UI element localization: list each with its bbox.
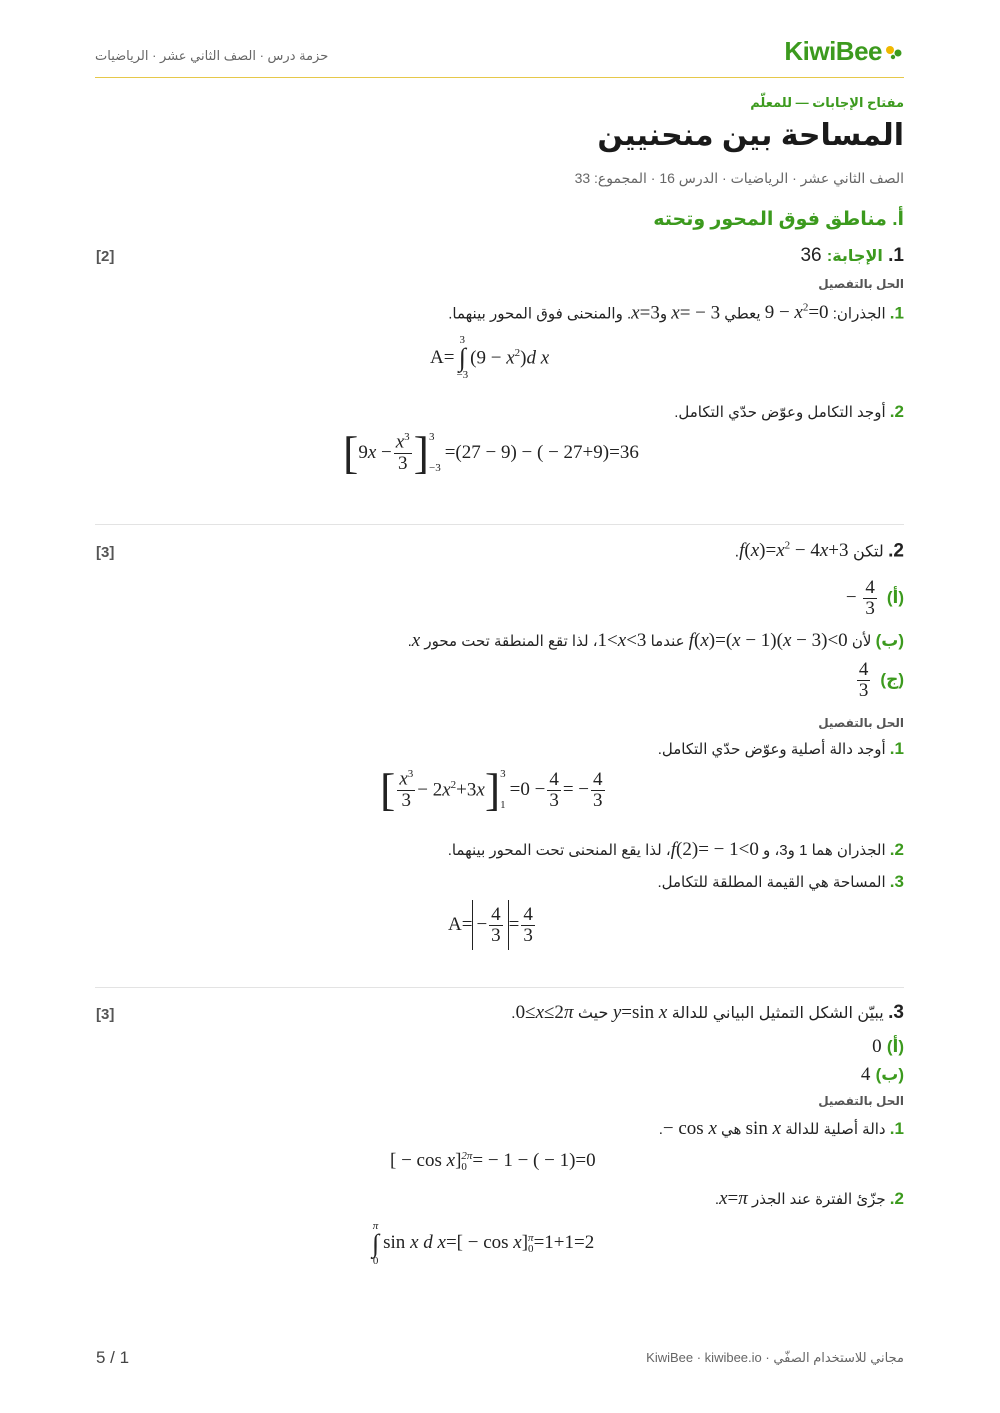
q3-step1-text-b: هي bbox=[721, 1121, 742, 1138]
q3-function: y=sin x bbox=[612, 1002, 668, 1023]
q2-number: 2. bbox=[888, 540, 904, 562]
q1-step2-num: 2. bbox=[889, 402, 904, 421]
q2-step3-text: المساحة هي القيمة المطلقة للتكامل. bbox=[657, 874, 886, 891]
q2-step2-text: الجذران هما 1 و3، و bbox=[763, 842, 886, 859]
footer-credit bbox=[646, 1350, 904, 1366]
q2-part-c-value: $\frac{4}{3}$ bbox=[858, 659, 869, 701]
q1-number: 1. bbox=[888, 245, 904, 266]
q2-step3-num: 3. bbox=[889, 872, 904, 891]
logo bbox=[784, 36, 904, 67]
page-title: المساحة بين منحنيين bbox=[597, 119, 904, 152]
q3-part-b-label: (ب) bbox=[875, 1065, 904, 1084]
q2-part-c bbox=[855, 660, 904, 701]
q3-domain: 0≤x≤2π bbox=[515, 1002, 574, 1023]
q1-marks: [2] bbox=[96, 248, 115, 265]
q2-step1 bbox=[658, 739, 904, 759]
logo-text: KiwiBee bbox=[784, 36, 882, 66]
section-title: أ. مناطق فوق المحور وتحته bbox=[653, 209, 904, 230]
q1-step2 bbox=[674, 402, 904, 422]
q1-answer-value: 36 bbox=[800, 245, 822, 266]
q2-prompt: 2. لتكن $f(x)=x^2 - 4x+3$. bbox=[734, 540, 904, 562]
breadcrumb: حزمة درس · الصف الثاني عشر · الرياضيات bbox=[95, 48, 329, 63]
q2-part-b-eq: f(x)=(x − 1)(x − 3)<0 bbox=[688, 630, 848, 651]
q2-step3 bbox=[658, 872, 905, 892]
q2-part-a-value: − $\frac{4}{3}$ bbox=[845, 577, 875, 619]
q2-detail-label: الحل بالتفصيل bbox=[818, 716, 904, 730]
q2-step2-num: 2. bbox=[889, 840, 904, 859]
q1-answer-label: الإجابة: bbox=[826, 248, 883, 265]
q2-part-b: (ب) لأن f(x)=(x − 1)(x − 3)<0 عندما 1<x<3، لذا تقع المنطقة تحت محور x. bbox=[407, 630, 904, 651]
page-number: 5 / 1 bbox=[96, 1348, 130, 1367]
q3-part-a-label: (أ) bbox=[886, 1037, 904, 1056]
q2-part-b-text2: عندما bbox=[650, 633, 685, 650]
q2-part-b-text3: ، لذا تقع المنطقة تحت محور bbox=[424, 633, 598, 650]
q3-step1-f: sin x bbox=[745, 1118, 782, 1139]
q1-step1-text: الجذران: bbox=[832, 305, 886, 323]
q2-step2 bbox=[448, 839, 904, 861]
logo-dots-icon bbox=[884, 42, 904, 62]
q2-marks: [3] bbox=[96, 544, 115, 561]
q2-evaluation: [ $\frac{x^3}{3}$ − $2x^2+3x$ ] 3 1 =0 − $\frac{4}{3}$ = − $\frac{4}{3}$ bbox=[380, 764, 603, 815]
q2-part-b-interval: 1<x<3 bbox=[597, 630, 647, 651]
q3-part-a-value: 0 bbox=[872, 1036, 882, 1057]
divider bbox=[95, 987, 904, 988]
q3-part-b bbox=[861, 1064, 904, 1086]
q2-step2-text-b: ، لذا يقع المنحنى تحت المحور بينهما. bbox=[447, 842, 671, 859]
q3-step2-root: x=π bbox=[719, 1188, 748, 1209]
q1-step1-text-c: و bbox=[659, 305, 668, 323]
q3-prompt-text: يبيّن الشكل التمثيل البياني للدالة bbox=[671, 1005, 884, 1022]
q2-part-a-label: (أ) bbox=[886, 588, 904, 608]
q2-step2-eq: f(2)= − 1<0 bbox=[670, 839, 759, 860]
q1-integral: A= 3 ∫ −3 $(9 - x^2)d$ x bbox=[430, 334, 550, 382]
q2-part-b-x: x bbox=[411, 630, 421, 651]
q2-part-b-label: (ب) bbox=[875, 631, 904, 650]
q1-step1-num: 1. bbox=[889, 303, 904, 323]
key-label: مفتاح الإجابات — للمعلّم bbox=[750, 95, 904, 110]
lesson-meta: الصف الثاني عشر · الرياضيات · الدرس 16 · المجموع: 33 bbox=[574, 170, 904, 186]
q1-step1 bbox=[448, 302, 904, 324]
q1-step1-text-d: . والمنحنى فوق المحور بينهما. bbox=[448, 305, 632, 323]
q3-marks: [3] bbox=[96, 1006, 115, 1023]
q3-step2-text: جزّئ الفترة عند الجذر bbox=[751, 1191, 886, 1208]
q3-detail-label: الحل بالتفصيل bbox=[818, 1094, 904, 1108]
q3-part-a bbox=[872, 1036, 904, 1058]
q3-prompt-text-b: حيث bbox=[577, 1005, 609, 1022]
q2-area: A= − $\frac{4}{3}$ = $\frac{4}{3}$ bbox=[448, 900, 537, 950]
q1-step1-root1: x= − 3 bbox=[671, 302, 721, 324]
q2-part-b-text1: لأن bbox=[851, 633, 872, 650]
q1-step1-text-b: يعطي bbox=[724, 305, 761, 323]
q3-step2-num: 2. bbox=[889, 1189, 904, 1208]
q2-step1-num: 1. bbox=[889, 739, 904, 758]
q3-evaluation: [ − cos x] 2π 0 = − 1 − ( − 1)=0 bbox=[390, 1149, 596, 1173]
q2-function: $f(x)=x^2 - 4x+3$ bbox=[739, 540, 849, 562]
q1-step1-root2: x=3 bbox=[631, 302, 660, 324]
q1-evaluation: [ 9x − $\frac{x^3}{3}$ ] 3 −3 =(27 − 9) − ( − 27+9)=36 bbox=[343, 427, 639, 478]
q3-number: 3. bbox=[888, 1002, 904, 1023]
q3-step1: 1. دالة أصلية للدالة sin x هي − cos x. bbox=[658, 1118, 904, 1139]
footer-free-text: مجاني للاستخدام الصفّي · bbox=[765, 1350, 904, 1365]
header-rule bbox=[95, 77, 904, 78]
q1-detail-label: الحل بالتفصيل bbox=[818, 277, 904, 291]
q2-part-c-label: (ج) bbox=[880, 670, 904, 690]
q3-step1-antideriv: − cos x bbox=[662, 1118, 717, 1139]
q1-answer-line bbox=[800, 245, 904, 267]
q1-step2-text: أوجد التكامل وعوّض حدّي التكامل. bbox=[674, 404, 886, 421]
q3-step2: 2. جزّئ الفترة عند الجذر x=π. bbox=[714, 1188, 904, 1209]
q1-step1-eq: $9 - x^2=0$ bbox=[764, 302, 829, 324]
q3-step1-text: دالة أصلية للدالة bbox=[785, 1121, 886, 1138]
q3-part-b-value: 4 bbox=[860, 1064, 871, 1085]
q3-integral: π ∫ 0 sin x d x=[ − cos x] π 0 =1+1=2 bbox=[372, 1220, 595, 1268]
q3-prompt: 3. يبيّن الشكل التمثيل البياني للدالة y=sin x حيث 0≤x≤2π. bbox=[511, 1002, 904, 1023]
q2-prompt-text: لتكن bbox=[852, 543, 884, 561]
q2-step1-text: أوجد دالة أصلية وعوّض حدّي التكامل. bbox=[657, 741, 886, 758]
q3-step1-num: 1. bbox=[889, 1119, 904, 1138]
q2-part-a bbox=[846, 578, 904, 619]
footer-site-link[interactable]: KiwiBee · kiwibee.io bbox=[646, 1350, 762, 1365]
divider bbox=[95, 524, 904, 525]
